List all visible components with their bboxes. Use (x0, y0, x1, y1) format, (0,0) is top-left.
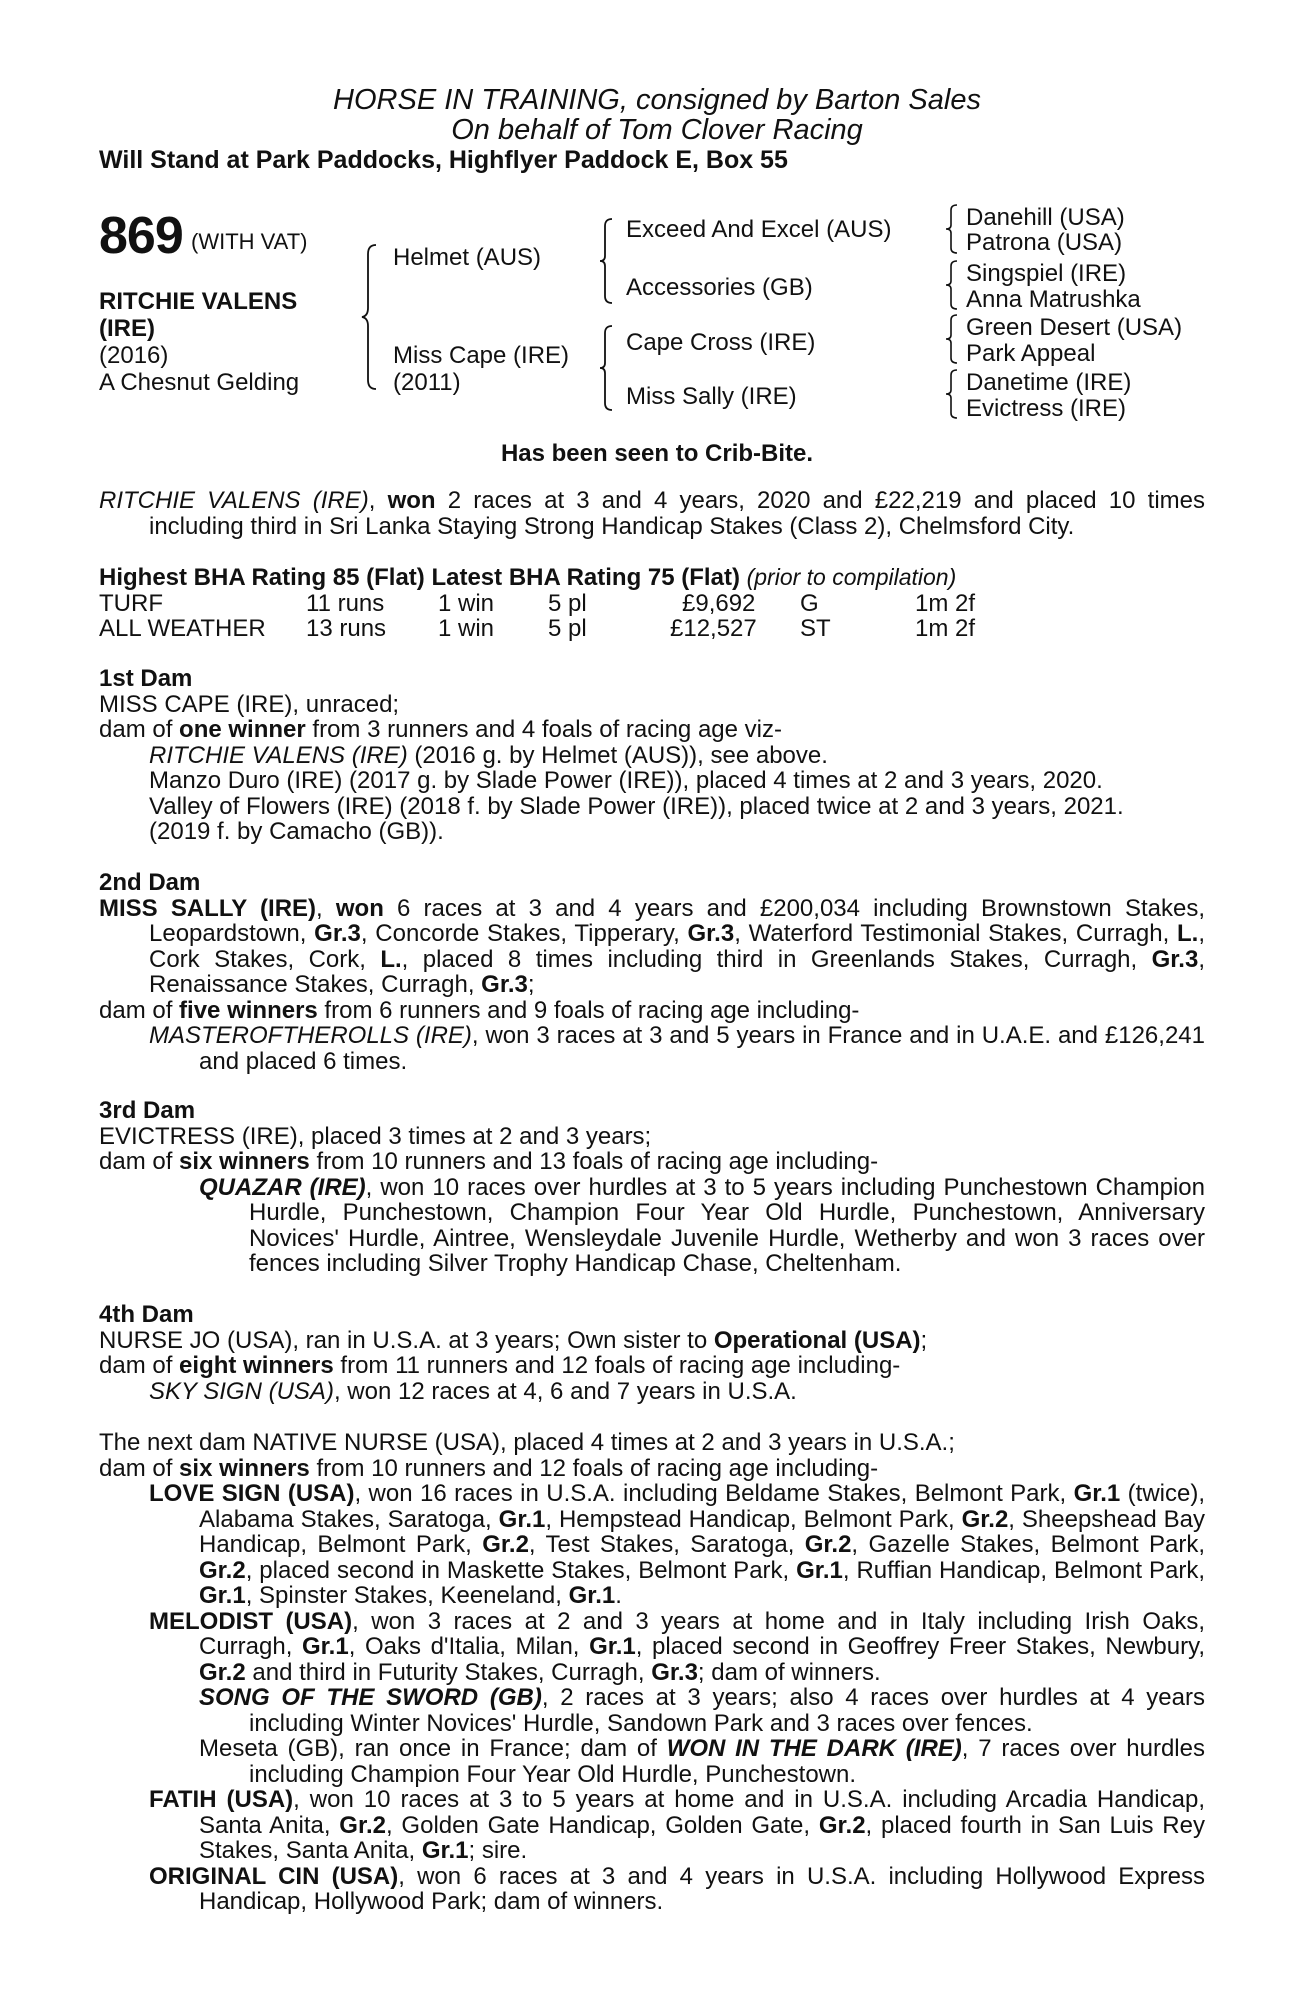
pedigree-g1: Danehill (USA) (966, 204, 1125, 231)
pedigree-dam-year: (2011) (393, 369, 461, 396)
pedigree-brace-g2 (944, 260, 960, 310)
header-location: Will Stand at Park Paddocks, Highflyer Paddock E, Box 55 (99, 146, 788, 174)
pedigree-brace-g4 (944, 369, 960, 419)
pedigree-sire-dam: Accessories (GB) (626, 274, 813, 301)
pedigree-g5: Green Desert (USA) (966, 314, 1183, 341)
produce-item: QUAZAR (IRE), won 10 races over hurdles at 3 to 5 years including Punchestown Champion Hurdle, Punchestown, Champion Four Year Old Hurdle, Punchestown, Anniversary Novices' Hurdle, Aintree, Wensleydale Juvenile Hurdle, Wetherby and won 3 races over fences including Silver Trophy Handicap Chase, Cheltenham. (199, 1173, 1205, 1277)
summary-won: won (387, 487, 436, 514)
pedigree-g3: Singspiel (IRE) (966, 260, 1127, 287)
ratings-distance: 1m 2f (915, 590, 976, 617)
horse-country: (IRE) (99, 315, 155, 342)
produce-item: SONG OF THE SWORD (GB), 2 races at 3 years; also 4 races over hurdles at 4 years including Winter Novices' Hurdle, Sandown Park and 3 races over fences. (199, 1684, 1205, 1737)
produce-item: RITCHIE VALENS (IRE) (2016 g. by Helmet (AUS)), see above. (149, 741, 828, 769)
bha-ratings (99, 564, 956, 592)
horse-name: RITCHIE VALENS (99, 288, 298, 315)
third-dam-produce-intro: dam of six winners from 10 runners and 13 foals of racing age including- (99, 1148, 879, 1175)
ratings-prize: £9,692 (682, 590, 756, 617)
pedigree-g8: Evictress (IRE) (966, 395, 1127, 422)
crib-bite-note: Has been seen to Crib-Bite. (500, 440, 814, 467)
ratings-note: (prior to compilation) (746, 564, 957, 590)
pedigree-sire: Helmet (AUS) (393, 244, 542, 271)
ratings-text: Highest BHA Rating 85 (Flat) Latest BHA Rating 75 (Flat) (99, 564, 740, 591)
header-consignor: HORSE IN TRAINING, consigned by Barton Sales (333, 84, 981, 116)
ratings-runs: 11 runs (306, 590, 385, 617)
ratings-prize: £12,527 (670, 615, 757, 642)
produce-item: Meseta (GB), ran once in France; dam of WON IN THE DARK (IRE), 7 races over hurdles including Champion Four Year Old Hurdle, Punchestown. (199, 1735, 1205, 1788)
pedigree-g7: Danetime (IRE) (966, 369, 1132, 396)
pedigree-brace-main (360, 244, 380, 390)
produce-item: SKY SIGN (USA), won 12 races at 4, 6 and 7 years in U.S.A. (149, 1377, 797, 1405)
first-dam-produce-intro: dam of one winner from 3 runners and 4 foals of racing age viz- (99, 716, 782, 743)
second-dam-produce-intro: dam of five winners from 6 runners and 9 foals of racing age including- (99, 996, 860, 1024)
pedigree-g4: Anna Matrushka (966, 286, 1141, 313)
produce-item: MASTEROFTHEROLLS (IRE), won 3 races at 3 and 5 years in France and in U.A.E. and £126,241 and placed 6 times. (149, 1022, 1205, 1075)
ratings-surface: ALL WEATHER (99, 615, 266, 642)
ratings-going: G (800, 590, 819, 617)
ratings-wins: 1 win (438, 615, 495, 642)
pedigree-dam: Miss Cape (IRE) (393, 342, 570, 369)
pedigree-brace-g3 (944, 314, 960, 364)
third-dam-section (99, 1098, 1205, 1277)
summary-text: 2 races at 3 and 4 years, 2020 and £22,219 and placed 10 times including third in Sri Lanka Staying Strong Handicap Stakes (Class 2), Chelmsford City. (149, 487, 1206, 540)
pedigree-sire-sire: Exceed And Excel (AUS) (626, 216, 892, 243)
race-summary: RITCHIE VALENS (IRE), won 2 races at 3 and 4 years, 2020 and £22,219 and placed 10 times including third in Sri Lanka Staying Strong Handicap Stakes (Class 2), Chelmsford City. (99, 487, 1206, 540)
produce-item: (2019 f. by Camacho (GB)). (149, 818, 444, 845)
produce-item: Manzo Duro (IRE) (2017 g. by Slade Power (IRE)), placed 4 times at 2 and 3 years, 2020. (149, 767, 1103, 794)
summary-name: RITCHIE VALENS (IRE) (99, 487, 369, 514)
fourth-dam-produce-intro: dam of eight winners from 11 runners and 12 foals of racing age including- (99, 1352, 901, 1379)
second-dam-record: MISS SALLY (IRE), won 6 races at 3 and 4 years and £200,034 including Brownstown Stakes, Leopardstown, Gr.3, Concorde Stakes, Tipperary, Gr.3, Waterford Testimonial Stakes, Curragh, L., Cork Stakes, Cork, L., placed 8 times including third in Greenlands Stakes, Curragh, Gr.3, Renaissance Stakes, Curragh, Gr.3; (99, 894, 1205, 998)
pedigree-brace-g1 (944, 204, 960, 254)
produce-item: LOVE SIGN (USA), won 16 races in U.S.A. including Beldame Stakes, Belmont Park, Gr.1 (twice), Alabama Stakes, Saratoga, Gr.1, Hempstead Handicap, Belmont Park, Gr.2, Sheepshead Bay Handicap, Belmont Park, Gr.2, Test Stakes, Saratoga, Gr.2, Gazelle Stakes, Belmont Park, Gr.2, placed second in Maskette Stakes, Belmont Park, Gr.1, Ruffian Handicap, Belmont Park, Gr.1, Spinster Stakes, Keeneland, Gr.1. (149, 1480, 1205, 1609)
ratings-going: ST (800, 615, 831, 642)
produce-item: FATIH (USA), won 10 races at 3 to 5 years at home and in U.S.A. including Arcadia Handicap, Santa Anita, Gr.2, Golden Gate Handicap, Golden Gate, Gr.2, placed fourth in San Luis Rey Stakes, Santa Anita, Gr.1; sire. (149, 1786, 1205, 1864)
produce-item: Valley of Flowers (IRE) (2018 f. by Slade Power (IRE)), placed twice at 2 and 3 years, 2021. (149, 792, 1124, 820)
first-dam-line: MISS CAPE (IRE), unraced; (99, 690, 400, 718)
second-dam-section (99, 870, 1205, 1074)
next-dam-section (99, 1430, 1205, 1915)
second-dam-title: 2nd Dam (99, 869, 201, 896)
ratings-wins: 1 win (438, 590, 495, 617)
pedigree-g2: Patrona (USA) (966, 229, 1123, 256)
produce-item: MELODIST (USA), won 3 races at 2 and 3 years at home and in Italy including Irish Oaks, Curragh, Gr.1, Oaks d'Italia, Milan, Gr.1, placed second in Geoffrey Freer Stakes, Newbury, Gr.2 and third in Futurity Stakes, Curragh, Gr.3; dam of winners. (149, 1607, 1206, 1686)
produce-item: ORIGINAL CIN (USA), won 6 races at 3 and 4 years in U.S.A. including Hollywood Express Handicap, Hollywood Park; dam of winners. (149, 1862, 1205, 1915)
pedigree-dam-sire: Cape Cross (IRE) (626, 329, 816, 356)
pedigree-brace-dam (598, 325, 616, 411)
ratings-runs: 13 runs (306, 615, 387, 642)
ratings-surface: TURF (99, 590, 163, 617)
horse-year: (2016) (99, 342, 169, 369)
next-dam-produce-intro: dam of six winners from 10 runners and 12 foals of racing age including- (99, 1454, 879, 1482)
pedigree-brace-sire (598, 218, 616, 304)
next-dam-line: The next dam NATIVE NURSE (USA), placed 4 times at 2 and 3 years in U.S.A.; (99, 1429, 955, 1456)
fourth-dam-line: NURSE JO (USA), ran in U.S.A. at 3 years; Own sister to Operational (USA); (99, 1326, 928, 1354)
first-dam-title: 1st Dam (99, 665, 193, 692)
pedigree-dam-dam: Miss Sally (IRE) (626, 383, 797, 410)
ratings-placed: 5 pl (548, 615, 587, 642)
fourth-dam-title: 4th Dam (99, 1301, 194, 1328)
ratings-placed: 5 pl (548, 590, 587, 617)
lot-number: 869 (99, 207, 183, 265)
pedigree-g6: Park Appeal (966, 340, 1096, 367)
fourth-dam-section (99, 1302, 1205, 1404)
ratings-distance: 1m 2f (915, 615, 976, 642)
third-dam-line: EVICTRESS (IRE), placed 3 times at 2 and 3 years; (99, 1122, 652, 1150)
first-dam-section (99, 666, 1205, 845)
third-dam-title: 3rd Dam (99, 1097, 196, 1124)
header-behalf: On behalf of Tom Clover Racing (451, 114, 863, 146)
horse-description: A Chesnut Gelding (99, 369, 300, 396)
lot-vat: (WITH VAT) (191, 229, 308, 254)
